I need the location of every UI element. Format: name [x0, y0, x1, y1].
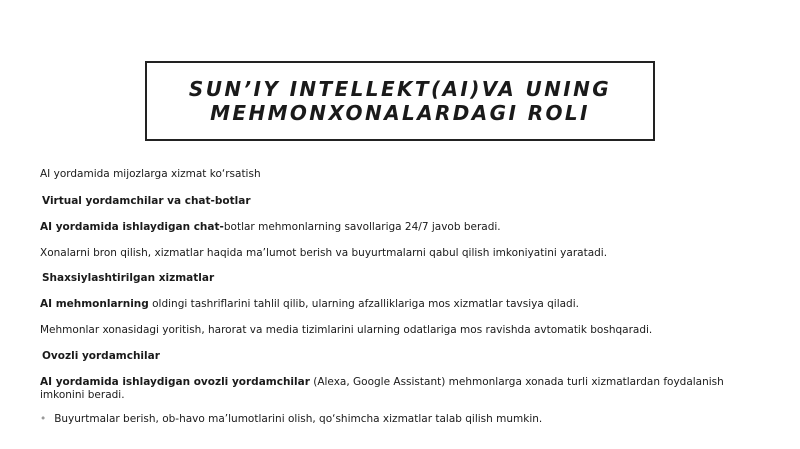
section3-p1-bold: AI yordamida ishlaydigan ovozli yordamchilar [40, 376, 310, 388]
section3-p1-rest: (Alexa, Google Assistant) mehmonlarga xonada turli xizmatlardan foydalanish imkonini beradi. [40, 376, 724, 401]
section2-p1-rest: oldingi tashriflarini tahlil qilib, ularning afzalliklariga mos xizmatlar tavsiya qiladi. [148, 298, 579, 310]
section3-bullet-text: Buyurtmalar berish, ob-havo ma’lumotlarini olish, qo‘shimcha xizmatlar talab qilish mumkin. [54, 413, 543, 425]
section1-paragraph2: Xonalarni bron qilish, xizmatlar haqida ma’lumot berish va buyurtmalarni qabul qilish imkoniyatini yaratadi. [40, 247, 608, 259]
section1-paragraph1 [40, 221, 501, 234]
section2-heading: Shaxsiylashtirilgan xizmatlar [42, 272, 215, 284]
section1-heading: Virtual yordamchilar va chat-botlar [42, 195, 251, 207]
title-line-1: SUN’IY INTELLEKT(AI)VA UNING [188, 77, 612, 101]
section3-paragraph1 [40, 376, 740, 402]
section2-p1-bold: AI mehmonlarning [40, 298, 149, 310]
intro-text: AI yordamida mijozlarga xizmat ko‘rsatish [40, 168, 261, 180]
bullet-dot-icon: • [40, 413, 47, 425]
title-line-2: MEHMONXONALARDAGI ROLI [210, 101, 590, 125]
section2-paragraph1 [40, 298, 579, 311]
section3-bullet [40, 413, 542, 426]
title-box [145, 61, 655, 141]
section1-p1-rest: botlar mehmonlarning savollariga 24/7 javob beradi. [223, 221, 501, 233]
section1-p1-bold: AI yordamida ishlaydigan chat- [40, 221, 224, 233]
section2-paragraph2: Mehmonlar xonasidagi yoritish, harorat va media tizimlarini ularning odatlariga mos ravishda avtomatik boshqaradi. [40, 324, 653, 336]
section3-heading: Ovozli yordamchilar [42, 350, 160, 362]
